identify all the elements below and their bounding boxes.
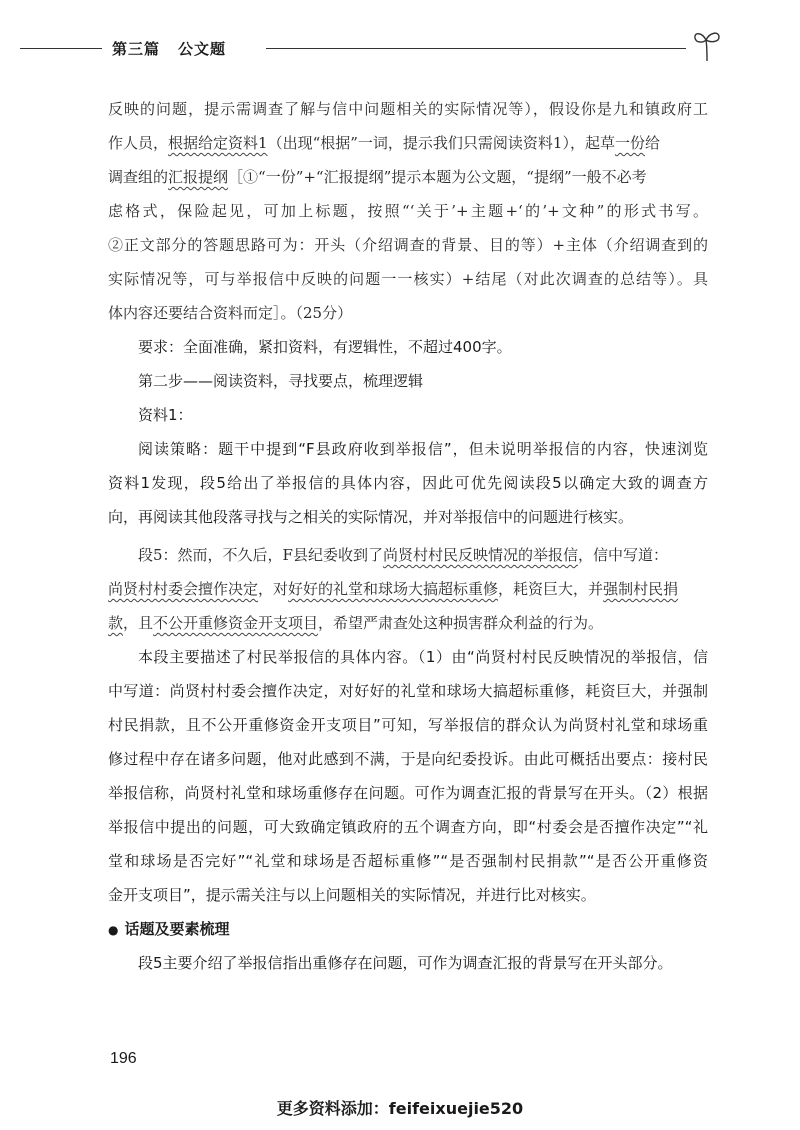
analysis-line: 金开支项目”，提示需关注与以上问题相关的实际情况，并进行比对核实。 <box>108 886 596 904</box>
emphasis-underline: 尚贤村村委会擅作决定 <box>108 580 259 598</box>
strategy-line: 向，再阅读其他段落寻找与之相关的实际情况，并对举报信中的问题进行核实。 <box>108 508 634 526</box>
requirement-text: 要求：全面准确，紧扣资料，有逻辑性，不超过400字。 <box>138 338 512 356</box>
p1-line: 反映的问题，提示需调查了解与信中问题相关的实际情况等），假设你是九和镇政府工 <box>108 100 708 118</box>
emphasis-underline: 强制村民捐 <box>603 580 679 598</box>
header-rule-right <box>266 48 686 49</box>
material-label: 资料1： <box>138 406 193 424</box>
analysis-line: 举报信中提出的问题，可大致确定镇政府的五个调查方向，即“村委会是否擅作决定”“礼 <box>108 818 708 836</box>
header-rule-left <box>20 48 102 49</box>
strategy-line: 阅读策略：题干中提到“F县政府收到举报信”，但未说明举报信的内容，快速浏览 <box>138 440 708 458</box>
sprout-icon <box>692 28 722 62</box>
page-number: 196 <box>110 1050 137 1067</box>
emphasis-underline: 根据给定资料1 <box>168 134 268 152</box>
p1-line: 实际情况等，可与举报信中反映的问题一一核实）+结尾（对此次调查的总结等）。具 <box>108 270 708 288</box>
header-title <box>112 38 226 59</box>
para5-line: 尚贤村村委会擅作决定，对好好的礼堂和球场大搞超标重修，耗资巨大，并强制村民捐 <box>108 580 679 598</box>
analysis-line: 堂和球场是否完好”“礼堂和球场是否超标重修”“是否强制村民捐款”“是否公开重修资 <box>108 852 708 870</box>
analysis-line: 村民捐款，且不公开重修资金开支项目”可知，写举报信的群众认为尚贤村礼堂和球场重 <box>108 716 708 734</box>
p1-line: 体内容还要结合资料而定］。（25分） <box>108 304 353 322</box>
topic-heading: ● 话题及要素梳理 <box>108 920 230 938</box>
emphasis-underline: 汇报提纲 <box>168 168 229 186</box>
para5-line: 段5：然而，不久后，F县纪委收到了尚贤村村民反映情况的举报信，信中写道： <box>138 546 668 564</box>
analysis-line: 中写道：尚贤村村委会擅作决定，对好好的礼堂和球场大搞超标重修，耗资巨大，并强制 <box>108 682 708 700</box>
emphasis-underline: 一份 <box>614 134 645 152</box>
footer-note: 更多资料添加：feifeixuejie520 <box>276 1099 524 1118</box>
emphasis-underline: 好好的礼堂和球场大搞超标重修 <box>288 580 499 598</box>
emphasis-underline: 款 <box>108 614 124 632</box>
emphasis-underline: 尚贤村村民反映情况的举报信 <box>382 546 578 564</box>
bullet-icon: ● <box>108 923 119 937</box>
p1-line: 作人员，根据给定资料1（出现“根据”一词，提示我们只需阅读资料1），起草一份给 <box>108 134 660 152</box>
analysis-line: 本段主要描述了村民举报信的具体内容。（1）由“尚贤村村民反映情况的举报信，信 <box>138 648 708 666</box>
para5-line: 款，且不公开重修资金开支项目，希望严肃查处这种损害群众利益的行为。 <box>108 614 604 632</box>
p1-line: 虑格式，保险起见，可加上标题，按照“‘关于’+主题+‘的’+文种”的形式书写。 <box>108 202 708 220</box>
p1-line: ②正文部分的答题思路可为：开头（介绍调查的背景、目的等）+主体（介绍调查到的 <box>108 236 708 254</box>
emphasis-underline: 不公开重修资金开支项目 <box>153 614 319 632</box>
final-text: 段5主要介绍了举报信指出重修存在问题，可作为调查汇报的背景写在开头部分。 <box>138 954 673 972</box>
analysis-line: 举报信称，尚贤村礼堂和球场重修存在问题。可作为调查汇报的背景写在开头。（2）根据 <box>108 784 708 802</box>
page-header <box>20 36 760 60</box>
page-body <box>108 92 708 980</box>
strategy-line: 资料1发现，段5给出了举报信的具体内容，因此可优先阅读段5以确定大致的调查方 <box>108 474 708 492</box>
p1-line: 调查组的汇报提纲［①“一份”+“汇报提纲”提示本题为公文题，“提纲”一般不必考 <box>108 168 647 186</box>
header-topic: 公文题 <box>178 40 227 58</box>
step-heading: 第二步——阅读资料，寻找要点，梳理逻辑 <box>138 372 424 390</box>
analysis-line: 修过程中存在诸多问题，他对此感到不满，于是向纪委投诉。由此可概括出要点：接村民 <box>108 750 708 768</box>
header-section: 第三篇 <box>112 40 161 58</box>
